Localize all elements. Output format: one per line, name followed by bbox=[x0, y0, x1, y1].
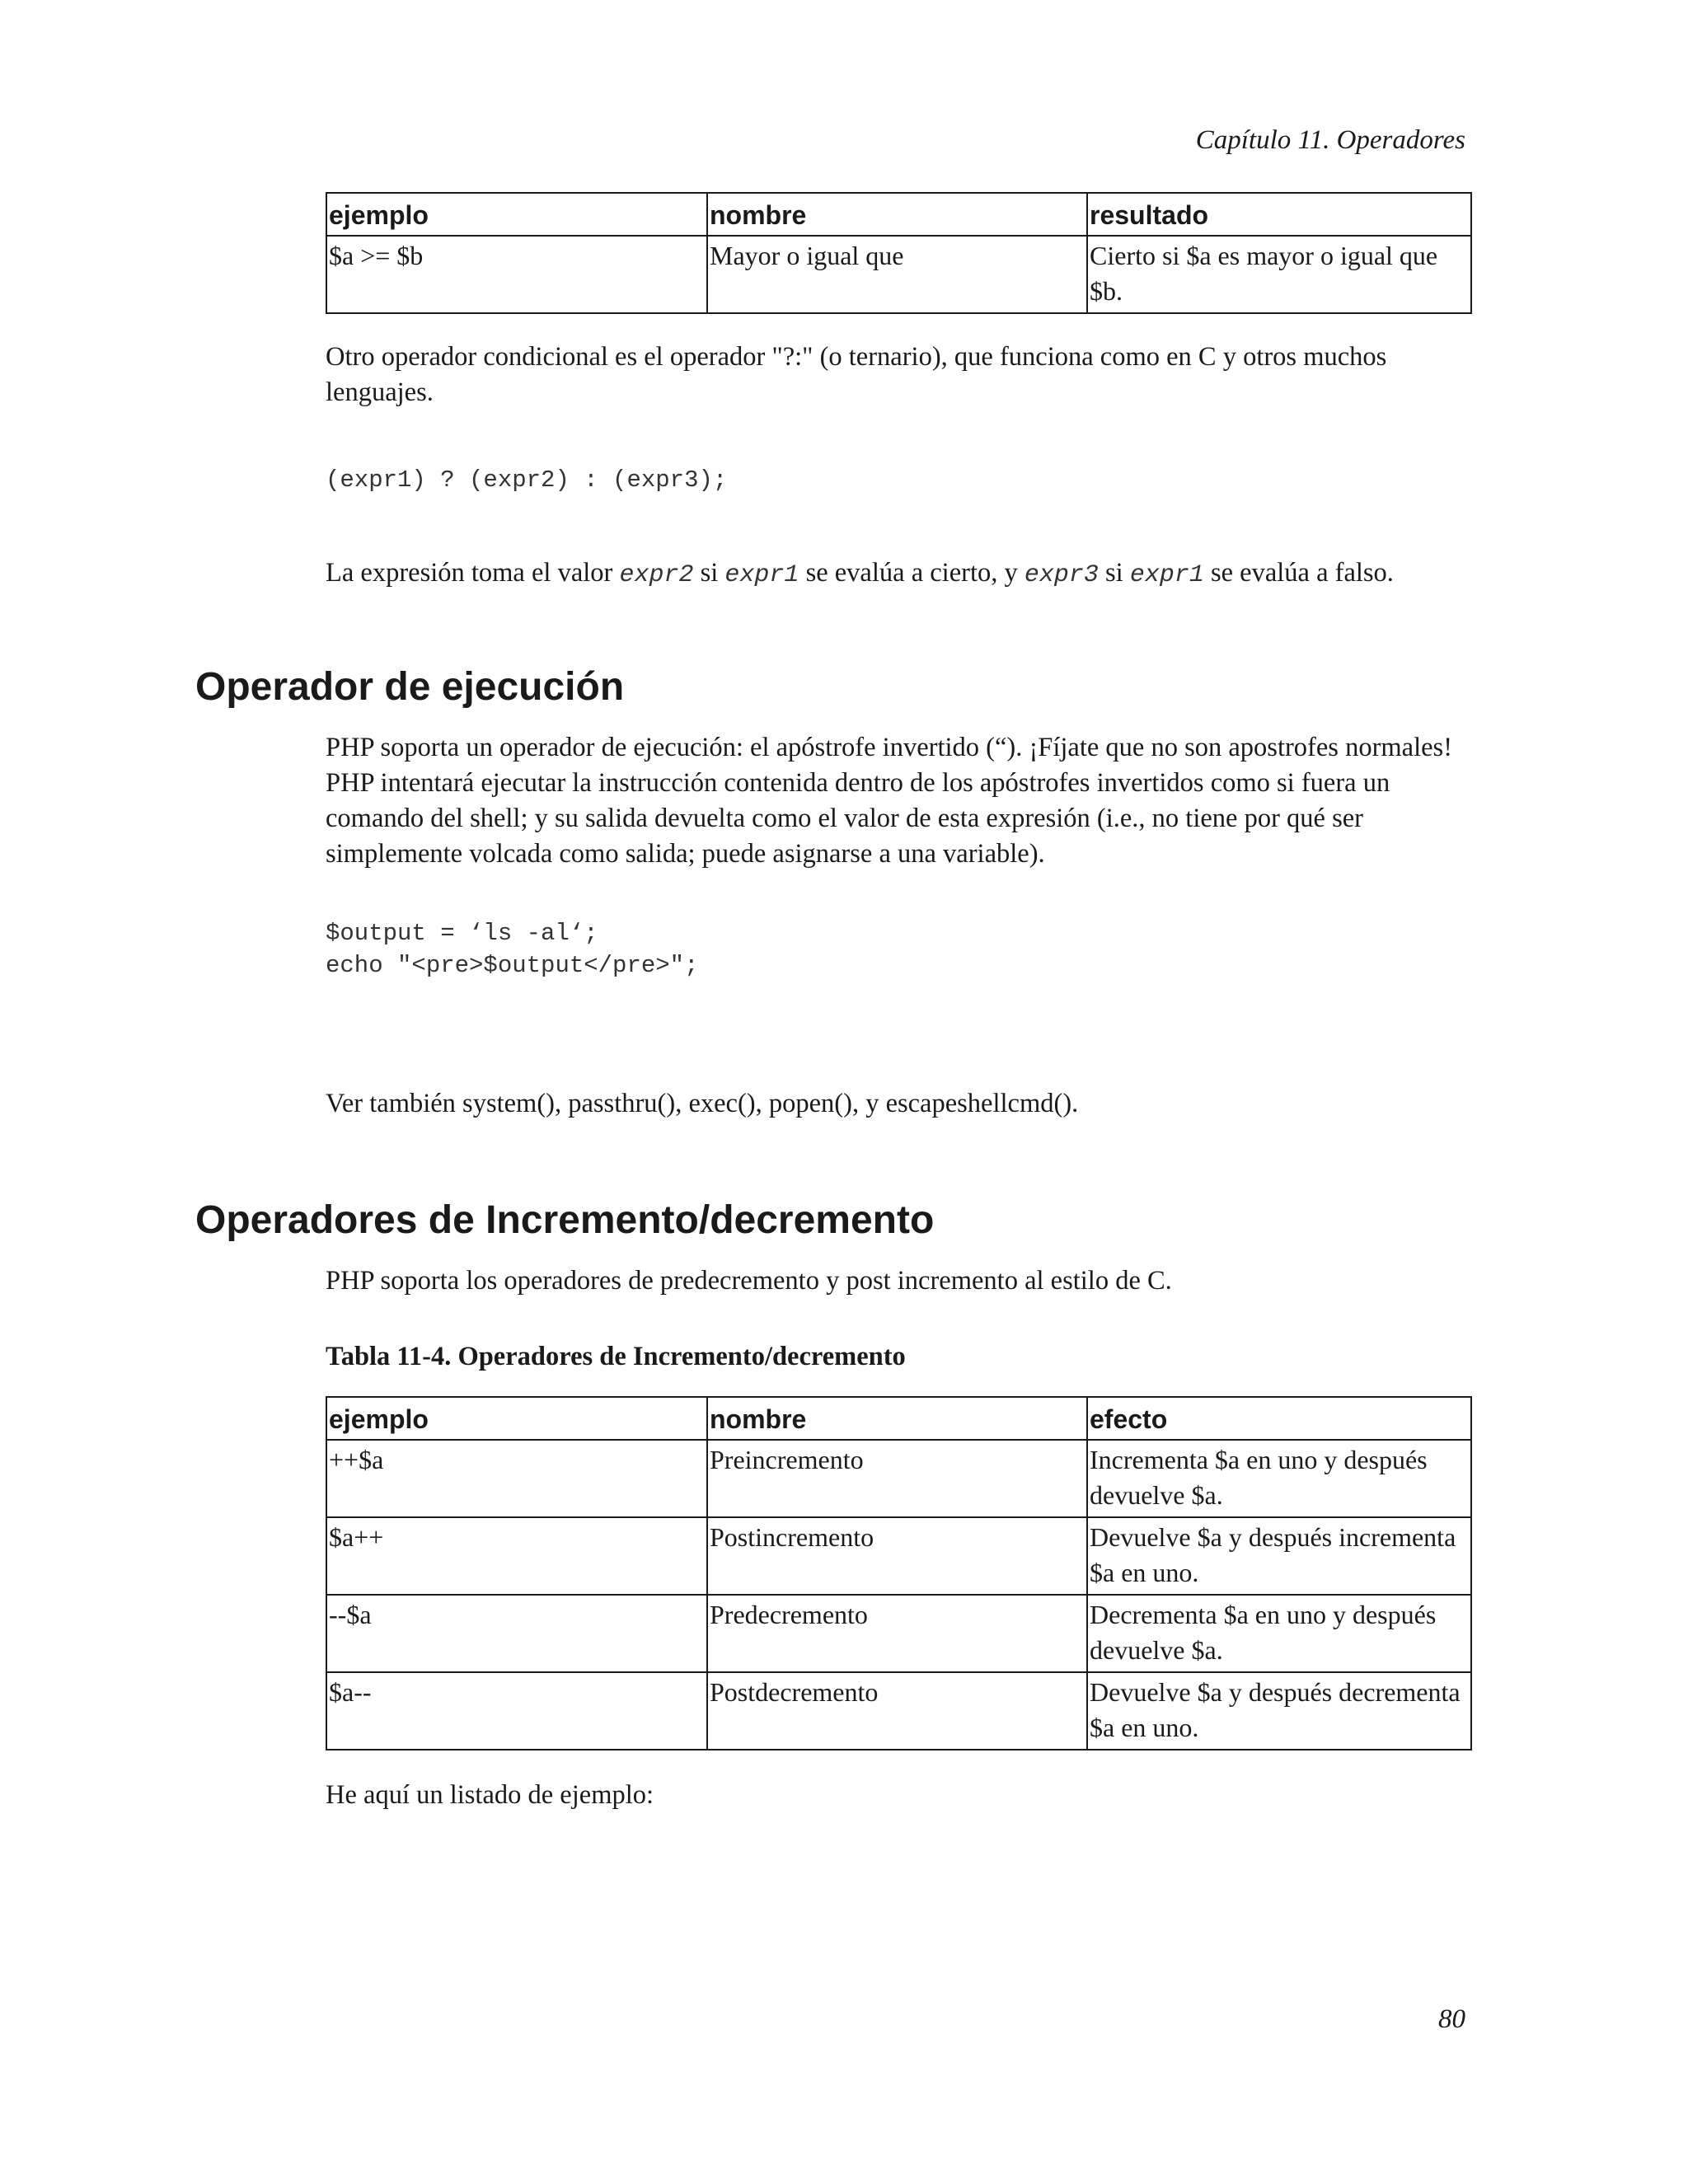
table-row bbox=[326, 236, 1471, 313]
table-cell: Decrementa $a en uno y después devuelve $a. bbox=[1087, 1595, 1471, 1672]
incdec-table bbox=[326, 1396, 1472, 1750]
column-header: ejemplo bbox=[326, 1397, 707, 1440]
see-also: Ver también system(), passthru(), exec(), popen(), y escapeshellcmd(). bbox=[326, 1089, 1079, 1118]
variable-name: expr2 bbox=[619, 561, 694, 589]
incdec-intro: PHP soporta los operadores de predecremento y post incremento al estilo de C. bbox=[326, 1266, 1172, 1296]
text-run: se evalúa a falso. bbox=[1203, 558, 1394, 588]
table-cell: $a++ bbox=[326, 1517, 707, 1595]
table-cell: ++$a bbox=[326, 1440, 707, 1517]
ternary-code: (expr1) ? (expr2) : (expr3); bbox=[326, 466, 728, 494]
table-cell: Devuelve $a y después decrementa $a en uno. bbox=[1087, 1672, 1471, 1750]
column-header: efecto bbox=[1087, 1397, 1471, 1440]
text-run: si bbox=[1098, 558, 1130, 588]
variable-name: expr1 bbox=[724, 561, 799, 589]
table-header-row bbox=[326, 193, 1471, 236]
execution-code bbox=[326, 917, 698, 982]
table-cell: Mayor o igual que bbox=[707, 236, 1087, 313]
code-line: echo "<pre>$output</pre>"; bbox=[326, 952, 699, 979]
table-cell: Preincremento bbox=[707, 1440, 1087, 1517]
page-number: 80 bbox=[1438, 2004, 1465, 2034]
table-row bbox=[326, 1595, 1471, 1672]
running-header: Capítulo 11. Operadores bbox=[1195, 125, 1465, 155]
text-run: si bbox=[693, 558, 725, 588]
table-cell: --$a bbox=[326, 1595, 707, 1672]
ternary-explanation bbox=[326, 555, 1471, 593]
table-row bbox=[326, 1440, 1471, 1517]
table-cell: Postincremento bbox=[707, 1517, 1087, 1595]
variable-name: expr1 bbox=[1129, 561, 1204, 589]
table-cell: Devuelve $a y después incrementa $a en uno. bbox=[1087, 1517, 1471, 1595]
listing-intro: He aquí un listado de ejemplo: bbox=[326, 1780, 654, 1810]
table-header-row bbox=[326, 1397, 1471, 1440]
table-cell: $a >= $b bbox=[326, 236, 707, 313]
text-run: se evalúa a cierto, y bbox=[799, 558, 1025, 588]
column-header: resultado bbox=[1087, 193, 1471, 236]
table-row bbox=[326, 1517, 1471, 1595]
code-line: $output = ‘ls -al‘; bbox=[326, 920, 598, 947]
table-cell: Predecremento bbox=[707, 1595, 1087, 1672]
table-cell: $a-- bbox=[326, 1672, 707, 1750]
variable-name: expr3 bbox=[1024, 561, 1099, 589]
execution-paragraph: PHP soporta un operador de ejecución: el apóstrofe invertido (“). ¡Fíjate que no son apostrofes normales! PHP intentará ejecutar la instrucción contenida dentro de los apóstrofes invertidos como si fuera un comando del shell; y su salida devuelta como el valor de esta expresión (i.e., no tiene por qué ser simplemente volcada como salida; puede asignarse a una variable). bbox=[326, 733, 1453, 869]
table-caption: Tabla 11-4. Operadores de Incremento/decremento bbox=[326, 1342, 906, 1371]
column-header: ejemplo bbox=[326, 193, 707, 236]
comparison-table bbox=[326, 192, 1472, 314]
column-header: nombre bbox=[707, 1397, 1087, 1440]
table-cell: Incrementa $a en uno y después devuelve $a. bbox=[1087, 1440, 1471, 1517]
table-row bbox=[326, 1672, 1471, 1750]
ternary-intro: Otro operador condicional es el operador "?:" (o ternario), que funciona como en C y otros muchos lenguajes. bbox=[326, 342, 1387, 407]
table-cell: Cierto si $a es mayor o igual que $b. bbox=[1087, 236, 1471, 313]
section-title-execution: Operador de ejecución bbox=[195, 665, 625, 709]
column-header: nombre bbox=[707, 193, 1087, 236]
text-run: La expresión toma el valor bbox=[326, 558, 620, 588]
table-cell: Postdecremento bbox=[707, 1672, 1087, 1750]
section-title-incdec: Operadores de Incremento/decremento bbox=[195, 1198, 935, 1242]
